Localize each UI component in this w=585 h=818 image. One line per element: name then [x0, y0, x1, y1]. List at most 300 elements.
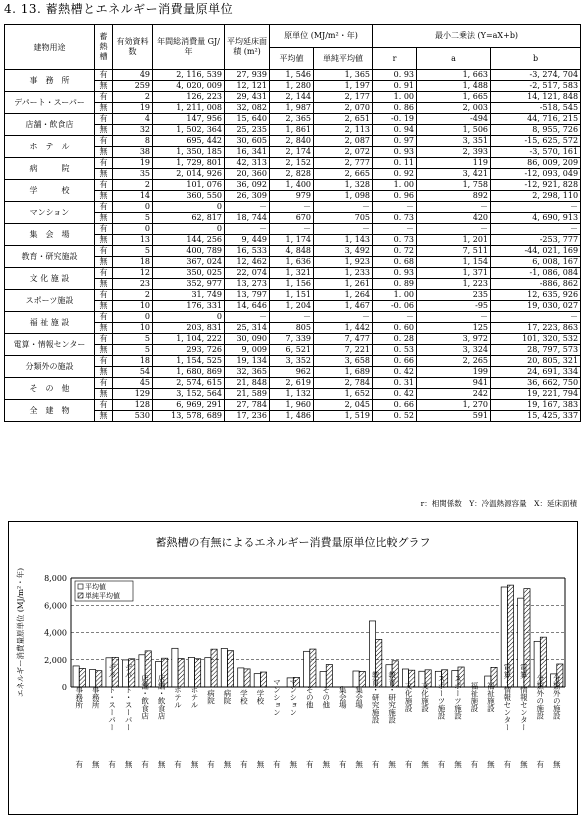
table-cell: 1, 663 — [417, 70, 491, 81]
table-row — [5, 114, 581, 125]
table-cell: 360, 550 — [153, 191, 225, 202]
table-row — [5, 202, 581, 213]
table-cell: 1, 960 — [270, 400, 314, 411]
header-floor: 平均延床面積 (m²) — [225, 25, 270, 70]
tank-flag: 有 — [95, 136, 113, 147]
x-tick-label: 福祉施設 — [486, 682, 496, 712]
table-cell: 1, 987 — [270, 103, 314, 114]
table-cell: 125 — [417, 323, 491, 334]
table-cell: 18 — [113, 257, 153, 268]
table-cell: 1, 098 — [314, 191, 373, 202]
y-axis-title: エネルギー消費量原単位 (MJ/m²・年) — [16, 567, 25, 698]
header-simple-avg: 単純平均値 — [314, 47, 373, 70]
table-cell: 0. 72 — [373, 246, 417, 257]
x-tick-tag: 有 — [141, 760, 149, 769]
table-cell: － — [270, 312, 314, 323]
bar-simple-average — [211, 649, 217, 687]
table-cell: 0 — [113, 224, 153, 235]
bar-simple-average — [244, 669, 250, 687]
x-tick-tag: 有 — [240, 760, 248, 769]
table-cell: 1. 00 — [373, 92, 417, 103]
row-use-label: 福 祉 施 設 — [5, 312, 95, 334]
x-tick-tag: 有 — [404, 760, 413, 769]
x-tick-label: 集会場 — [338, 685, 348, 709]
table-cell: 1, 758 — [417, 180, 491, 191]
table-cell: 9, 449 — [225, 235, 270, 246]
table-cell: 1, 689 — [314, 367, 373, 378]
table-cell: 1, 519 — [314, 411, 373, 422]
table-cell: 18, 744 — [225, 213, 270, 224]
x-tick-tag: 有 — [273, 760, 281, 769]
table-cell: 1, 156 — [270, 279, 314, 290]
table-cell: 21, 848 — [225, 378, 270, 389]
table-cell: 0. 97 — [373, 136, 417, 147]
table-cell: 0 — [153, 202, 225, 213]
table-cell: 12 — [113, 268, 153, 279]
table-cell: -12, 921, 828 — [491, 180, 581, 191]
table-cell: 367, 024 — [153, 257, 225, 268]
x-tick-label: 分類外の施設 — [535, 674, 545, 720]
table-cell: － — [225, 312, 270, 323]
bar-simple-average — [359, 671, 365, 687]
table-cell: 1, 442 — [314, 323, 373, 334]
table-cell: 1, 861 — [270, 125, 314, 136]
table-cell: 1, 104, 222 — [153, 334, 225, 345]
row-use-label: 店舗・飲食店 — [5, 114, 95, 136]
table-cell: 1, 502, 364 — [153, 125, 225, 136]
x-tick-label: その他 — [321, 685, 331, 709]
tank-flag: 有 — [95, 70, 113, 81]
table-cell: 13, 797 — [225, 290, 270, 301]
tank-flag: 有 — [95, 92, 113, 103]
table-cell: 30, 605 — [225, 136, 270, 147]
table-cell: 0. 96 — [373, 191, 417, 202]
x-tick-label: 病院 — [222, 689, 232, 705]
table-cell: 2, 116, 539 — [153, 70, 225, 81]
table-cell: 10 — [113, 323, 153, 334]
table-cell: － — [373, 202, 417, 213]
table-cell: 591 — [417, 411, 491, 422]
x-tick-tag: 無 — [256, 760, 265, 769]
x-tick-label: その他 — [305, 685, 315, 709]
table-cell: 2, 298, 110 — [491, 191, 581, 202]
table-cell: 32, 082 — [225, 103, 270, 114]
table-cell: 19, 030, 027 — [491, 301, 581, 312]
header-unit: 原単位 (MJ/m²・年) — [270, 25, 373, 48]
header-avg: 平均値 — [270, 47, 314, 70]
table-cell: 0. 68 — [373, 257, 417, 268]
table-cell: 19 — [113, 103, 153, 114]
x-tick-label: デパート・スーパー — [107, 663, 117, 731]
table-cell: 2, 152 — [270, 158, 314, 169]
bar-average — [304, 651, 310, 687]
table-row — [5, 290, 581, 301]
row-use-label: 集 会 場 — [5, 224, 95, 246]
table-cell: 12, 635, 926 — [491, 290, 581, 301]
table-cell: 12, 462 — [225, 257, 270, 268]
table-cell: 12, 121 — [225, 81, 270, 92]
table-cell: 28, 797, 573 — [491, 345, 581, 356]
table-cell: 0. 66 — [373, 356, 417, 367]
legend-label-average: 平均値 — [85, 583, 106, 591]
table-cell: 0. 42 — [373, 389, 417, 400]
x-tick-tag: 有 — [306, 760, 314, 769]
table-row — [5, 246, 581, 257]
table-cell: 0. 94 — [373, 125, 417, 136]
bar-simple-average — [79, 668, 85, 687]
table-cell: 2, 144 — [270, 92, 314, 103]
row-use-label: 電算・情報センター — [5, 334, 95, 356]
table-row — [5, 378, 581, 389]
table-cell: 29, 431 — [225, 92, 270, 103]
table-cell: 1, 665 — [417, 92, 491, 103]
table-cell: 38 — [113, 147, 153, 158]
table-cell: 2, 574, 615 — [153, 378, 225, 389]
table-body — [5, 70, 581, 422]
table-cell: 4, 690, 913 — [491, 213, 581, 224]
table-cell: -494 — [417, 114, 491, 125]
table-cell: 350, 025 — [153, 268, 225, 279]
table-cell: 2, 113 — [314, 125, 373, 136]
table-cell: 45 — [113, 378, 153, 389]
tank-flag: 有 — [95, 356, 113, 367]
table-cell: 1. 00 — [373, 180, 417, 191]
table-cell: 1, 365 — [314, 70, 373, 81]
table-cell: 15, 640 — [225, 114, 270, 125]
tank-flag: 無 — [95, 169, 113, 180]
table-cell: 0. 42 — [373, 367, 417, 378]
tank-flag: 有 — [95, 114, 113, 125]
table-cell: 1, 652 — [314, 389, 373, 400]
table-cell: 2, 014, 926 — [153, 169, 225, 180]
table-cell: 0 — [113, 312, 153, 323]
table-cell: 0. 91 — [373, 81, 417, 92]
table-cell: 86, 009, 209 — [491, 158, 581, 169]
table-cell: 0. 53 — [373, 345, 417, 356]
table-row — [5, 334, 581, 345]
table-cell: 400, 789 — [153, 246, 225, 257]
table-cell: 2, 393 — [417, 147, 491, 158]
table-cell: － — [373, 224, 417, 235]
table-row — [5, 268, 581, 279]
table-cell: 2, 070 — [314, 103, 373, 114]
table-cell: 8, 955, 726 — [491, 125, 581, 136]
bar-average — [238, 668, 244, 687]
bar-simple-average — [96, 671, 102, 687]
table-cell: 1, 204 — [270, 301, 314, 312]
table-cell: 176, 331 — [153, 301, 225, 312]
table-row — [5, 92, 581, 103]
header-annual: 年間総消費量 GJ/年 — [153, 25, 225, 70]
table-row — [5, 136, 581, 147]
row-use-label: 病 院 — [5, 158, 95, 180]
table-cell: 1, 506 — [417, 125, 491, 136]
table-cell: 3, 972 — [417, 334, 491, 345]
table-cell: 962 — [270, 367, 314, 378]
table-cell: 670 — [270, 213, 314, 224]
table-cell: 1, 923 — [314, 257, 373, 268]
y-tick-label: 2,000 — [44, 655, 67, 665]
table-row — [5, 356, 581, 367]
table-cell: 15, 425, 337 — [491, 411, 581, 422]
table-cell: 4, 020, 009 — [153, 81, 225, 92]
table-cell: 7, 511 — [417, 246, 491, 257]
table-cell: -518, 545 — [491, 103, 581, 114]
table-cell: 0 — [153, 312, 225, 323]
table-cell: 17, 223, 863 — [491, 323, 581, 334]
table-cell: 0. 60 — [373, 323, 417, 334]
table-cell: 2, 651 — [314, 114, 373, 125]
bar-average — [254, 674, 260, 687]
table-cell: 2, 828 — [270, 169, 314, 180]
table-cell: 0. 31 — [373, 378, 417, 389]
table-cell: 420 — [417, 213, 491, 224]
table-cell: 27, 784 — [225, 400, 270, 411]
x-tick-label: 教育・研究施設 — [387, 670, 397, 724]
table-cell: 101, 076 — [153, 180, 225, 191]
table-cell: 0. 93 — [373, 268, 417, 279]
table-cell: 14, 121, 848 — [491, 92, 581, 103]
tank-flag: 無 — [95, 345, 113, 356]
chart-title: 蓄熱槽の有無によるエネルギー消費量原単位比較グラフ — [155, 536, 431, 549]
x-tick-tag: 有 — [75, 760, 83, 769]
x-tick-tag: 無 — [388, 760, 396, 769]
table-cell: 31, 749 — [153, 290, 225, 301]
table-cell: 2, 619 — [270, 378, 314, 389]
x-tick-tag: 無 — [91, 760, 100, 769]
x-tick-label: 教育・研究施設 — [371, 670, 381, 724]
table-cell: － — [491, 224, 581, 235]
table-cell: － — [314, 202, 373, 213]
x-tick-tag: 無 — [223, 760, 232, 769]
table-row — [5, 224, 581, 235]
x-tick-label: ホテル — [190, 685, 199, 709]
tank-flag: 有 — [95, 290, 113, 301]
header-r: r — [373, 47, 417, 70]
table-cell: 0. 89 — [373, 279, 417, 290]
bar-average — [205, 658, 211, 687]
x-tick-tag: 有 — [174, 760, 182, 769]
table-cell: 13, 578, 689 — [153, 411, 225, 422]
table-cell: 13 — [113, 235, 153, 246]
table-row — [5, 312, 581, 323]
table-cell: － — [491, 312, 581, 323]
legend-swatch-simple-average — [78, 593, 83, 598]
header-tank: 蓄熱槽 — [95, 25, 113, 70]
tank-flag: 有 — [95, 378, 113, 389]
table-cell: － — [314, 312, 373, 323]
x-tick-label: 福祉施設 — [469, 682, 479, 712]
table-cell: 199 — [417, 367, 491, 378]
table-cell: 20, 360 — [225, 169, 270, 180]
table-cell: 32, 365 — [225, 367, 270, 378]
tank-flag: 無 — [95, 213, 113, 224]
x-tick-label: 分類外の施設 — [552, 674, 562, 720]
row-use-label: デパート・スーパー — [5, 92, 95, 114]
header-lsq: 最小二乗法 (Y=aX+b) — [373, 25, 581, 48]
table-cell: 695, 442 — [153, 136, 225, 147]
header-count: 有効資料数 — [113, 25, 153, 70]
table-row — [5, 158, 581, 169]
x-tick-tag: 有 — [108, 760, 116, 769]
bar-simple-average — [260, 672, 266, 687]
table-cell: 1. 00 — [373, 290, 417, 301]
table-cell: 1, 729, 801 — [153, 158, 225, 169]
table-cell: 1, 400 — [270, 180, 314, 191]
page-title: 4. 13. 蓄熱槽とエネルギー消費量原単位 — [4, 2, 234, 16]
table-cell: 7, 221 — [314, 345, 373, 356]
tank-flag: 無 — [95, 125, 113, 136]
bar-simple-average — [326, 664, 332, 687]
legend-label-simple-average: 単純平均値 — [85, 592, 120, 600]
row-use-label: 文 化 施 設 — [5, 268, 95, 290]
tank-flag: 有 — [95, 268, 113, 279]
table-cell: 9, 009 — [225, 345, 270, 356]
table-cell: 54 — [113, 367, 153, 378]
table-cell: 1, 174 — [270, 235, 314, 246]
chart-frame — [8, 521, 578, 815]
table-cell: 0. 11 — [373, 158, 417, 169]
table-cell: 0. 86 — [373, 103, 417, 114]
x-tick-tag: 有 — [536, 760, 545, 769]
table-cell: -15, 625, 572 — [491, 136, 581, 147]
table-cell: 1, 350, 185 — [153, 147, 225, 158]
table-cell: 16, 341 — [225, 147, 270, 158]
table-cell: 2, 784 — [314, 378, 373, 389]
table-cell: 0. 52 — [373, 411, 417, 422]
table-cell: 23 — [113, 279, 153, 290]
table-cell: 1, 261 — [314, 279, 373, 290]
table-cell: 1, 233 — [314, 268, 373, 279]
table-cell: － — [373, 312, 417, 323]
table-cell: － — [225, 202, 270, 213]
table-row — [5, 70, 581, 81]
legend-swatch-average — [78, 584, 83, 589]
table-cell: -3, 274, 704 — [491, 70, 581, 81]
tank-flag: 無 — [95, 301, 113, 312]
table-cell: 17, 236 — [225, 411, 270, 422]
table-cell: 13, 273 — [225, 279, 270, 290]
table-cell: 892 — [417, 191, 491, 202]
table-row — [5, 180, 581, 191]
row-use-label: 事 務 所 — [5, 70, 95, 92]
x-tick-tag: 無 — [520, 760, 528, 769]
table-cell: 1, 197 — [314, 81, 373, 92]
table-cell: 1, 546 — [270, 70, 314, 81]
table-cell: 5 — [113, 213, 153, 224]
table-cell: 1, 371 — [417, 268, 491, 279]
x-tick-label: デパート・スーパー — [124, 663, 134, 731]
table-cell: 941 — [417, 378, 491, 389]
table-cell: 1, 486 — [270, 411, 314, 422]
table-cell: 42, 313 — [225, 158, 270, 169]
tank-flag: 無 — [95, 323, 113, 334]
table-cell: 1, 154 — [417, 257, 491, 268]
table-cell: 101, 320, 532 — [491, 334, 581, 345]
row-use-label: 全 建 物 — [5, 400, 95, 422]
table-cell: 1, 143 — [314, 235, 373, 246]
bar-average — [221, 648, 227, 687]
bar-chart — [9, 522, 577, 814]
table-cell: 14, 646 — [225, 301, 270, 312]
table-cell: 2, 665 — [314, 169, 373, 180]
x-tick-label: 文化施設 — [420, 682, 430, 712]
table-cell: 144, 256 — [153, 235, 225, 246]
table-cell: 1, 280 — [270, 81, 314, 92]
table-cell: -1, 086, 084 — [491, 268, 581, 279]
table-cell: 4 — [113, 114, 153, 125]
table-cell: 7, 477 — [314, 334, 373, 345]
table-cell: 2, 003 — [417, 103, 491, 114]
x-tick-label: スポーツ施設 — [453, 674, 463, 720]
row-use-label: スポーツ施設 — [5, 290, 95, 312]
row-use-label: 学 校 — [5, 180, 95, 202]
x-tick-label: 電算・情報センター — [502, 663, 512, 731]
table-cell: 2, 045 — [314, 400, 373, 411]
tank-flag: 無 — [95, 81, 113, 92]
header-a: a — [417, 47, 491, 70]
x-tick-tag: 無 — [454, 760, 462, 769]
table-cell: -0. 19 — [373, 114, 417, 125]
bar-average — [320, 672, 326, 687]
table-cell: 0. 93 — [373, 147, 417, 158]
table-cell: 3, 351 — [417, 136, 491, 147]
table-cell: 49 — [113, 70, 153, 81]
x-tick-label: 事務所 — [91, 685, 101, 709]
table-cell: -886, 862 — [491, 279, 581, 290]
table-cell: 5 — [113, 345, 153, 356]
tank-flag: 無 — [95, 191, 113, 202]
x-tick-label: ホテル — [173, 685, 183, 709]
table-cell: 1, 270 — [417, 400, 491, 411]
table-cell: 22, 074 — [225, 268, 270, 279]
x-tick-tag: 有 — [371, 760, 380, 769]
row-use-label: そ の 他 — [5, 378, 95, 400]
tank-flag: 無 — [95, 147, 113, 158]
table-cell: 6, 521 — [270, 345, 314, 356]
table-cell: 1, 154, 525 — [153, 356, 225, 367]
table-cell: -3, 570, 161 — [491, 147, 581, 158]
table-cell: -12, 093, 049 — [491, 169, 581, 180]
table-cell: 119 — [417, 158, 491, 169]
table-cell: 30, 090 — [225, 334, 270, 345]
table-cell: 0. 28 — [373, 334, 417, 345]
table-cell: － — [417, 224, 491, 235]
table-cell: 14 — [113, 191, 153, 202]
table-cell: 147, 956 — [153, 114, 225, 125]
bar-simple-average — [178, 659, 184, 687]
table-cell: 1, 132 — [270, 389, 314, 400]
table-cell: 352, 977 — [153, 279, 225, 290]
x-tick-label: スポーツ施設 — [437, 674, 446, 720]
table-cell: 21, 589 — [225, 389, 270, 400]
table-cell: 1, 321 — [270, 268, 314, 279]
row-use-label: ホ テ ル — [5, 136, 95, 158]
bar-simple-average — [227, 651, 233, 687]
table-cell: 1, 264 — [314, 290, 373, 301]
table-cell: 2, 072 — [314, 147, 373, 158]
table-cell: － — [225, 224, 270, 235]
header-b: b — [491, 47, 581, 70]
table-cell: 2, 174 — [270, 147, 314, 158]
tank-flag: 無 — [95, 411, 113, 422]
tank-flag: 有 — [95, 202, 113, 213]
y-tick-label: 4,000 — [44, 628, 67, 638]
table-cell: 0. 73 — [373, 235, 417, 246]
table-cell: 2, 365 — [270, 114, 314, 125]
tank-flag: 無 — [95, 367, 113, 378]
table-cell: 19, 221, 794 — [491, 389, 581, 400]
